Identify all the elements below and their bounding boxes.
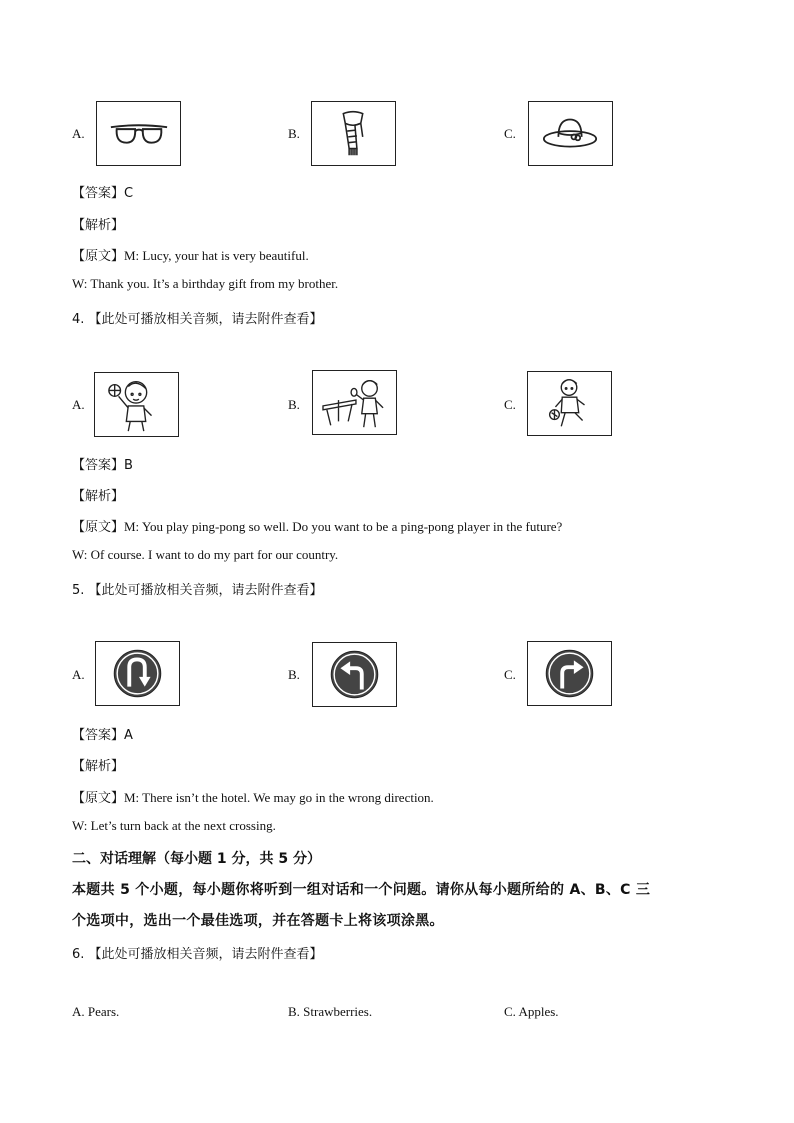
q5-title: 5. 【此处可播放相关音频，请去附件查看】 — [72, 583, 323, 598]
section-2-instruction-2: 个选项中，选出一个最佳选项，并在答题卡上将该项涂黑。 — [72, 913, 444, 929]
q5-transcript-m: 【原文】M: There isn’t the hotel. We may go in the wrong direction. — [72, 790, 434, 805]
q3-option-a-label: A. — [72, 126, 85, 141]
girl-pingpong-icon — [312, 370, 397, 435]
q4-option-b-label: B. — [288, 397, 300, 412]
q4-transcript-m: 【原文】M: You play ping-pong so well. Do you want to be a ping-pong player in the future? — [72, 519, 563, 534]
turn-right-sign-icon — [527, 641, 612, 706]
section-2-instruction-1: 本题共 5 个小题，每小题你将听到一组对话和一个问题。请你从每小题所给的 A、B、C 三 — [72, 882, 651, 898]
turn-left-sign-icon — [312, 642, 397, 707]
girl-volleyball-icon — [94, 372, 179, 437]
q6-option-c: C. Apples. — [504, 1004, 559, 1019]
sunglasses-icon — [96, 101, 181, 166]
q5-transcript-w: W: Let’s turn back at the next crossing. — [72, 818, 276, 833]
u-turn-sign-icon — [95, 641, 180, 706]
q4-title: 4. 【此处可播放相关音频，请去附件查看】 — [72, 312, 323, 327]
q5-option-a-label: A. — [72, 667, 85, 682]
q5-option-b-label: B. — [288, 667, 300, 682]
q3-option-b-label: B. — [288, 126, 300, 141]
q6-option-a: A. Pears. — [72, 1004, 120, 1019]
q3-answer: 【答案】C — [72, 186, 134, 201]
q5-analysis: 【解析】 — [72, 759, 125, 774]
q3-transcript-w: W: Thank you. It’s a birthday gift from my brother. — [72, 276, 339, 291]
q3-transcript-m: 【原文】M: Lucy, your hat is very beautiful. — [72, 248, 309, 263]
q4-option-a-label: A. — [72, 397, 85, 412]
q4-answer: 【答案】B — [72, 458, 133, 473]
q6-option-b: B. Strawberries. — [288, 1004, 373, 1019]
scarf-icon — [311, 101, 396, 166]
q3-analysis: 【解析】 — [72, 218, 125, 233]
section-2-heading: 二、对话理解（每小题 1 分，共 5 分） — [72, 851, 321, 867]
q4-analysis: 【解析】 — [72, 489, 125, 504]
q4-transcript-w: W: Of course. I want to do my part for our country. — [72, 547, 339, 562]
girl-football-icon — [527, 371, 612, 436]
hat-icon — [528, 101, 613, 166]
q6-title: 6. 【此处可播放相关音频，请去附件查看】 — [72, 947, 323, 962]
q4-option-c-label: C. — [504, 397, 516, 412]
q5-option-c-label: C. — [504, 667, 516, 682]
q5-answer: 【答案】A — [72, 728, 133, 743]
q3-option-c-label: C. — [504, 126, 516, 141]
